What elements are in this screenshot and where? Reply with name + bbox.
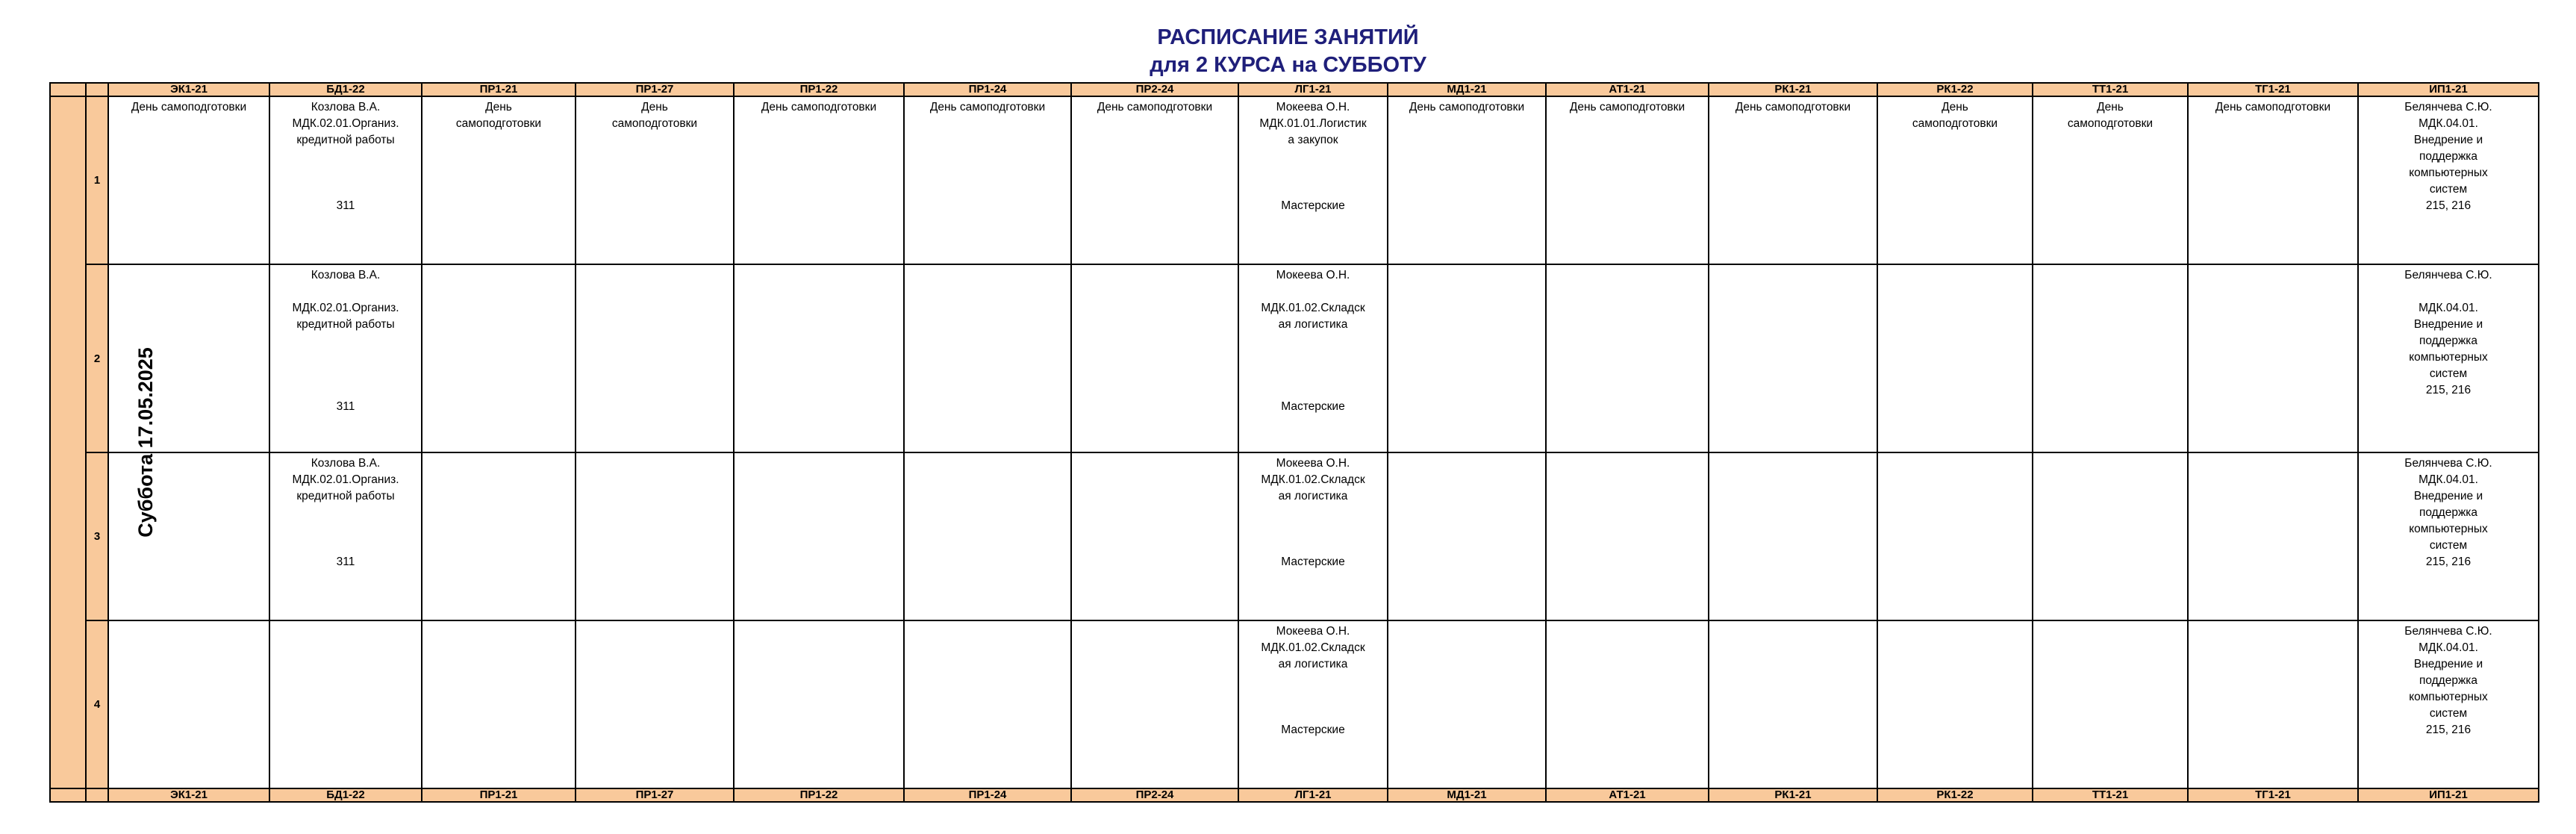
lesson-cell — [2358, 264, 2539, 452]
lesson-cell — [422, 96, 576, 264]
group-footer-3: ПР1-27 — [576, 788, 734, 802]
lesson-line — [272, 349, 419, 366]
lesson-cell — [2188, 620, 2358, 788]
lesson-line: МДК.02.01.Организ. — [292, 302, 399, 314]
header-corner — [50, 83, 86, 96]
group-footer-10: РК1-21 — [1709, 788, 1877, 802]
group-header-4: ПР1-22 — [734, 83, 904, 96]
lesson-line: Мокеева О.Н. — [1276, 625, 1350, 638]
lesson-line — [1241, 521, 1385, 538]
lesson-cell — [269, 452, 422, 620]
group-header-11: РК1-22 — [1877, 83, 2033, 96]
lesson-line: Мастерские — [1281, 556, 1345, 568]
group-header-10: РК1-21 — [1709, 83, 1877, 96]
header-row-top — [50, 83, 2539, 96]
lesson-line: поддержка — [2418, 150, 2478, 163]
lesson-line: ая логистика — [1278, 490, 1348, 502]
lesson-line: кредитной работы — [296, 134, 395, 146]
lesson-line: а закупок — [1288, 134, 1338, 146]
lesson-line — [1241, 165, 1385, 181]
lesson-cell — [1877, 452, 2033, 620]
lesson-line: кредитной работы — [296, 318, 395, 331]
lesson-line: МДК.01.02.Складск — [1261, 473, 1365, 486]
lesson-line: самоподготовки — [2067, 117, 2154, 130]
group-header-1: БД1-22 — [269, 83, 422, 96]
lesson-line: систем — [2429, 367, 2468, 380]
lesson-cell — [1546, 620, 1709, 788]
lesson-cell — [1877, 620, 2033, 788]
lesson-cell — [576, 452, 734, 620]
lesson-line: компьютерных — [2409, 167, 2488, 179]
lesson-line — [272, 366, 419, 382]
pair-number: 3 — [86, 452, 108, 620]
lesson-cell — [1388, 452, 1546, 620]
lesson-line: систем — [2429, 539, 2468, 552]
lesson-cell — [1709, 96, 1877, 264]
lesson-line: 311 — [336, 556, 355, 568]
lesson-line: 215, 216 — [2425, 556, 2471, 568]
lesson-line — [1241, 333, 1385, 349]
lesson-cell — [1709, 264, 1877, 452]
group-header-12: ТТ1-21 — [2033, 83, 2188, 96]
pair-row — [50, 264, 2539, 452]
lesson-cell — [1709, 620, 1877, 788]
day-cell — [50, 96, 157, 788]
lesson-line: 215, 216 — [2425, 199, 2471, 212]
group-header-6: ПР2-24 — [1071, 83, 1238, 96]
group-header-2: ПР1-21 — [422, 83, 576, 96]
lesson-line: компьютерных — [2409, 691, 2488, 703]
group-footer-6: ПР2-24 — [1071, 788, 1238, 802]
lesson-cell — [904, 452, 1071, 620]
group-footer-9: АТ1-21 — [1546, 788, 1709, 802]
lesson-cell — [422, 452, 576, 620]
lesson-cell — [2188, 452, 2358, 620]
lesson-line: систем — [2429, 183, 2468, 196]
lesson-line: Козлова В.А. — [311, 269, 381, 281]
group-header-5: ПР1-24 — [904, 83, 1071, 96]
lesson-line: Мастерские — [1281, 199, 1345, 212]
lesson-line: Мокеева О.Н. — [1276, 269, 1350, 281]
lesson-cell — [2358, 452, 2539, 620]
lesson-line: Белянчева С.Ю. — [2404, 101, 2492, 113]
lesson-line — [1241, 284, 1385, 300]
lesson-line: День самоподготовки — [929, 101, 1046, 113]
lesson-cell — [2188, 264, 2358, 452]
pair-number: 4 — [86, 620, 108, 788]
header-row-bottom — [50, 788, 2539, 802]
group-footer-13: ТГ1-21 — [2188, 788, 2358, 802]
lesson-cell — [1238, 620, 1388, 788]
lesson-line — [272, 181, 419, 198]
lesson-line: День самоподготовки — [1409, 101, 1525, 113]
group-header-8: МД1-21 — [1388, 83, 1546, 96]
lesson-line: Белянчева С.Ю. — [2404, 269, 2492, 281]
lesson-line: компьютерных — [2409, 523, 2488, 535]
lesson-cell — [1238, 96, 1388, 264]
lesson-line: МДК.01.02.Складск — [1261, 641, 1365, 654]
lesson-line: МДК.01.01.Логистик — [1259, 117, 1367, 130]
lesson-line: 311 — [336, 199, 355, 212]
lesson-line: МДК.04.01. — [2418, 117, 2478, 130]
lesson-line: Белянчева С.Ю. — [2404, 457, 2492, 470]
lesson-cell — [108, 96, 269, 264]
lesson-cell — [108, 620, 269, 788]
lesson-line: День — [641, 101, 668, 113]
lesson-cell — [1877, 264, 2033, 452]
lesson-line: Внедрение и — [2413, 490, 2483, 502]
lesson-cell — [1388, 620, 1546, 788]
lesson-cell — [2033, 452, 2188, 620]
group-footer-0: ЭК1-21 — [108, 788, 269, 802]
lesson-line: День — [1942, 101, 1968, 113]
lesson-line — [1241, 149, 1385, 165]
header-corner — [86, 83, 108, 96]
lesson-line: Внедрение и — [2413, 658, 2483, 670]
lesson-line — [1241, 382, 1385, 399]
pair-row — [50, 620, 2539, 788]
lesson-cell — [108, 452, 269, 620]
page-title: РАСПИСАНИЕ ЗАНЯТИЙ — [1157, 25, 1419, 49]
lesson-line: поддержка — [2418, 506, 2478, 519]
header-corner — [50, 788, 86, 802]
group-header-7: ЛГ1-21 — [1238, 83, 1388, 96]
lesson-line: День — [2097, 101, 2124, 113]
lesson-cell — [269, 96, 422, 264]
lesson-cell — [734, 452, 904, 620]
lesson-line: 215, 216 — [2425, 723, 2471, 736]
lesson-cell — [1546, 96, 1709, 264]
pair-row — [50, 452, 2539, 620]
group-footer-7: ЛГ1-21 — [1238, 788, 1388, 802]
lesson-line — [272, 165, 419, 181]
lesson-line: День самоподготовки — [2215, 101, 2331, 113]
lesson-line: ая логистика — [1278, 318, 1348, 331]
lesson-line — [272, 284, 419, 300]
lesson-line: МДК.02.01.Организ. — [292, 117, 399, 130]
lesson-line: Внедрение и — [2413, 134, 2483, 146]
group-footer-2: ПР1-21 — [422, 788, 576, 802]
lesson-line — [1241, 505, 1385, 521]
group-footer-11: РК1-22 — [1877, 788, 2033, 802]
lesson-line: МДК.04.01. — [2418, 473, 2478, 486]
lesson-line: самоподготовки — [1912, 117, 1998, 130]
lesson-cell — [2188, 96, 2358, 264]
lesson-line: Козлова В.А. — [311, 457, 381, 470]
lesson-line: Внедрение и — [2413, 318, 2483, 331]
group-footer-4: ПР1-22 — [734, 788, 904, 802]
group-footer-1: БД1-22 — [269, 788, 422, 802]
lesson-line: МДК.04.01. — [2418, 302, 2478, 314]
lesson-line: День самоподготовки — [131, 101, 247, 113]
lesson-line: Козлова В.А. — [311, 101, 381, 113]
lesson-cell — [1071, 620, 1238, 788]
lesson-line — [1241, 673, 1385, 689]
lesson-line: самоподготовки — [455, 117, 542, 130]
group-header-13: ТГ1-21 — [2188, 83, 2358, 96]
group-footer-8: МД1-21 — [1388, 788, 1546, 802]
lesson-cell — [904, 264, 1071, 452]
lesson-cell — [2358, 96, 2539, 264]
lesson-line: Мастерские — [1281, 723, 1345, 736]
lesson-line: ая логистика — [1278, 658, 1348, 670]
lesson-line: кредитной работы — [296, 490, 395, 502]
lesson-line — [272, 149, 419, 165]
lesson-cell — [904, 96, 1071, 264]
lesson-line — [1241, 706, 1385, 722]
group-footer-5: ПР1-24 — [904, 788, 1071, 802]
lesson-line: 311 — [336, 400, 355, 413]
lesson-line: Мастерские — [1281, 400, 1345, 413]
group-footer-14: ИП1-21 — [2358, 788, 2539, 802]
lesson-cell — [108, 264, 269, 452]
lesson-cell — [1388, 96, 1546, 264]
lesson-cell — [1238, 264, 1388, 452]
lesson-line — [1241, 366, 1385, 382]
lesson-line — [1241, 349, 1385, 366]
lesson-line — [272, 521, 419, 538]
lesson-line — [272, 505, 419, 521]
lesson-cell — [2358, 620, 2539, 788]
lesson-line: День самоподготовки — [1735, 101, 1851, 113]
lesson-cell — [1709, 452, 1877, 620]
lesson-line: Белянчева С.Ю. — [2404, 625, 2492, 638]
lesson-cell — [1238, 452, 1388, 620]
pair-number: 2 — [86, 264, 108, 452]
lesson-cell — [734, 264, 904, 452]
lesson-cell — [1071, 452, 1238, 620]
lesson-line: Мокеева О.Н. — [1276, 101, 1350, 113]
lesson-line: МДК.02.01.Организ. — [292, 473, 399, 486]
group-header-3: ПР1-27 — [576, 83, 734, 96]
lesson-line: поддержка — [2418, 334, 2478, 347]
group-header-9: АТ1-21 — [1546, 83, 1709, 96]
lesson-cell — [2033, 96, 2188, 264]
lesson-cell — [734, 96, 904, 264]
lesson-cell — [576, 96, 734, 264]
lesson-line: День — [485, 101, 512, 113]
lesson-line — [2361, 284, 2536, 300]
lesson-cell — [1388, 264, 1546, 452]
lesson-cell — [1546, 452, 1709, 620]
lesson-line — [1241, 689, 1385, 706]
lesson-cell — [269, 620, 422, 788]
lesson-cell — [576, 620, 734, 788]
lesson-line: систем — [2429, 707, 2468, 720]
lesson-line: День самоподготовки — [1097, 101, 1213, 113]
lesson-cell — [1546, 264, 1709, 452]
group-header-0: ЭК1-21 — [108, 83, 269, 96]
lesson-cell — [734, 620, 904, 788]
lesson-line — [1241, 538, 1385, 554]
lesson-cell — [1071, 96, 1238, 264]
lesson-cell — [2033, 620, 2188, 788]
lesson-cell — [422, 264, 576, 452]
group-header-14: ИП1-21 — [2358, 83, 2539, 96]
lesson-cell — [576, 264, 734, 452]
lesson-line: 215, 216 — [2425, 384, 2471, 396]
lesson-line: компьютерных — [2409, 351, 2488, 364]
lesson-line: День самоподготовки — [1569, 101, 1685, 113]
lesson-cell — [904, 620, 1071, 788]
schedule-table — [49, 82, 2539, 803]
header-corner — [86, 788, 108, 802]
lesson-line: День самоподготовки — [761, 101, 877, 113]
pair-number: 1 — [86, 96, 108, 264]
lesson-cell — [1877, 96, 2033, 264]
page-subtitle: для 2 КУРСА на СУББОТУ — [1150, 53, 1426, 77]
day-label: Суббота 17.05.2025 — [134, 347, 157, 538]
lesson-line: поддержка — [2418, 674, 2478, 687]
lesson-line — [272, 538, 419, 554]
lesson-line — [272, 382, 419, 399]
pair-row — [50, 96, 2539, 264]
lesson-cell — [422, 620, 576, 788]
lesson-line: МДК.04.01. — [2418, 641, 2478, 654]
lesson-line: Мокеева О.Н. — [1276, 457, 1350, 470]
lesson-cell — [269, 264, 422, 452]
lesson-line: самоподготовки — [611, 117, 698, 130]
lesson-cell — [1071, 264, 1238, 452]
lesson-line — [1241, 181, 1385, 198]
group-footer-12: ТТ1-21 — [2033, 788, 2188, 802]
lesson-cell — [2033, 264, 2188, 452]
lesson-line — [272, 333, 419, 349]
lesson-line: МДК.01.02.Складск — [1261, 302, 1365, 314]
